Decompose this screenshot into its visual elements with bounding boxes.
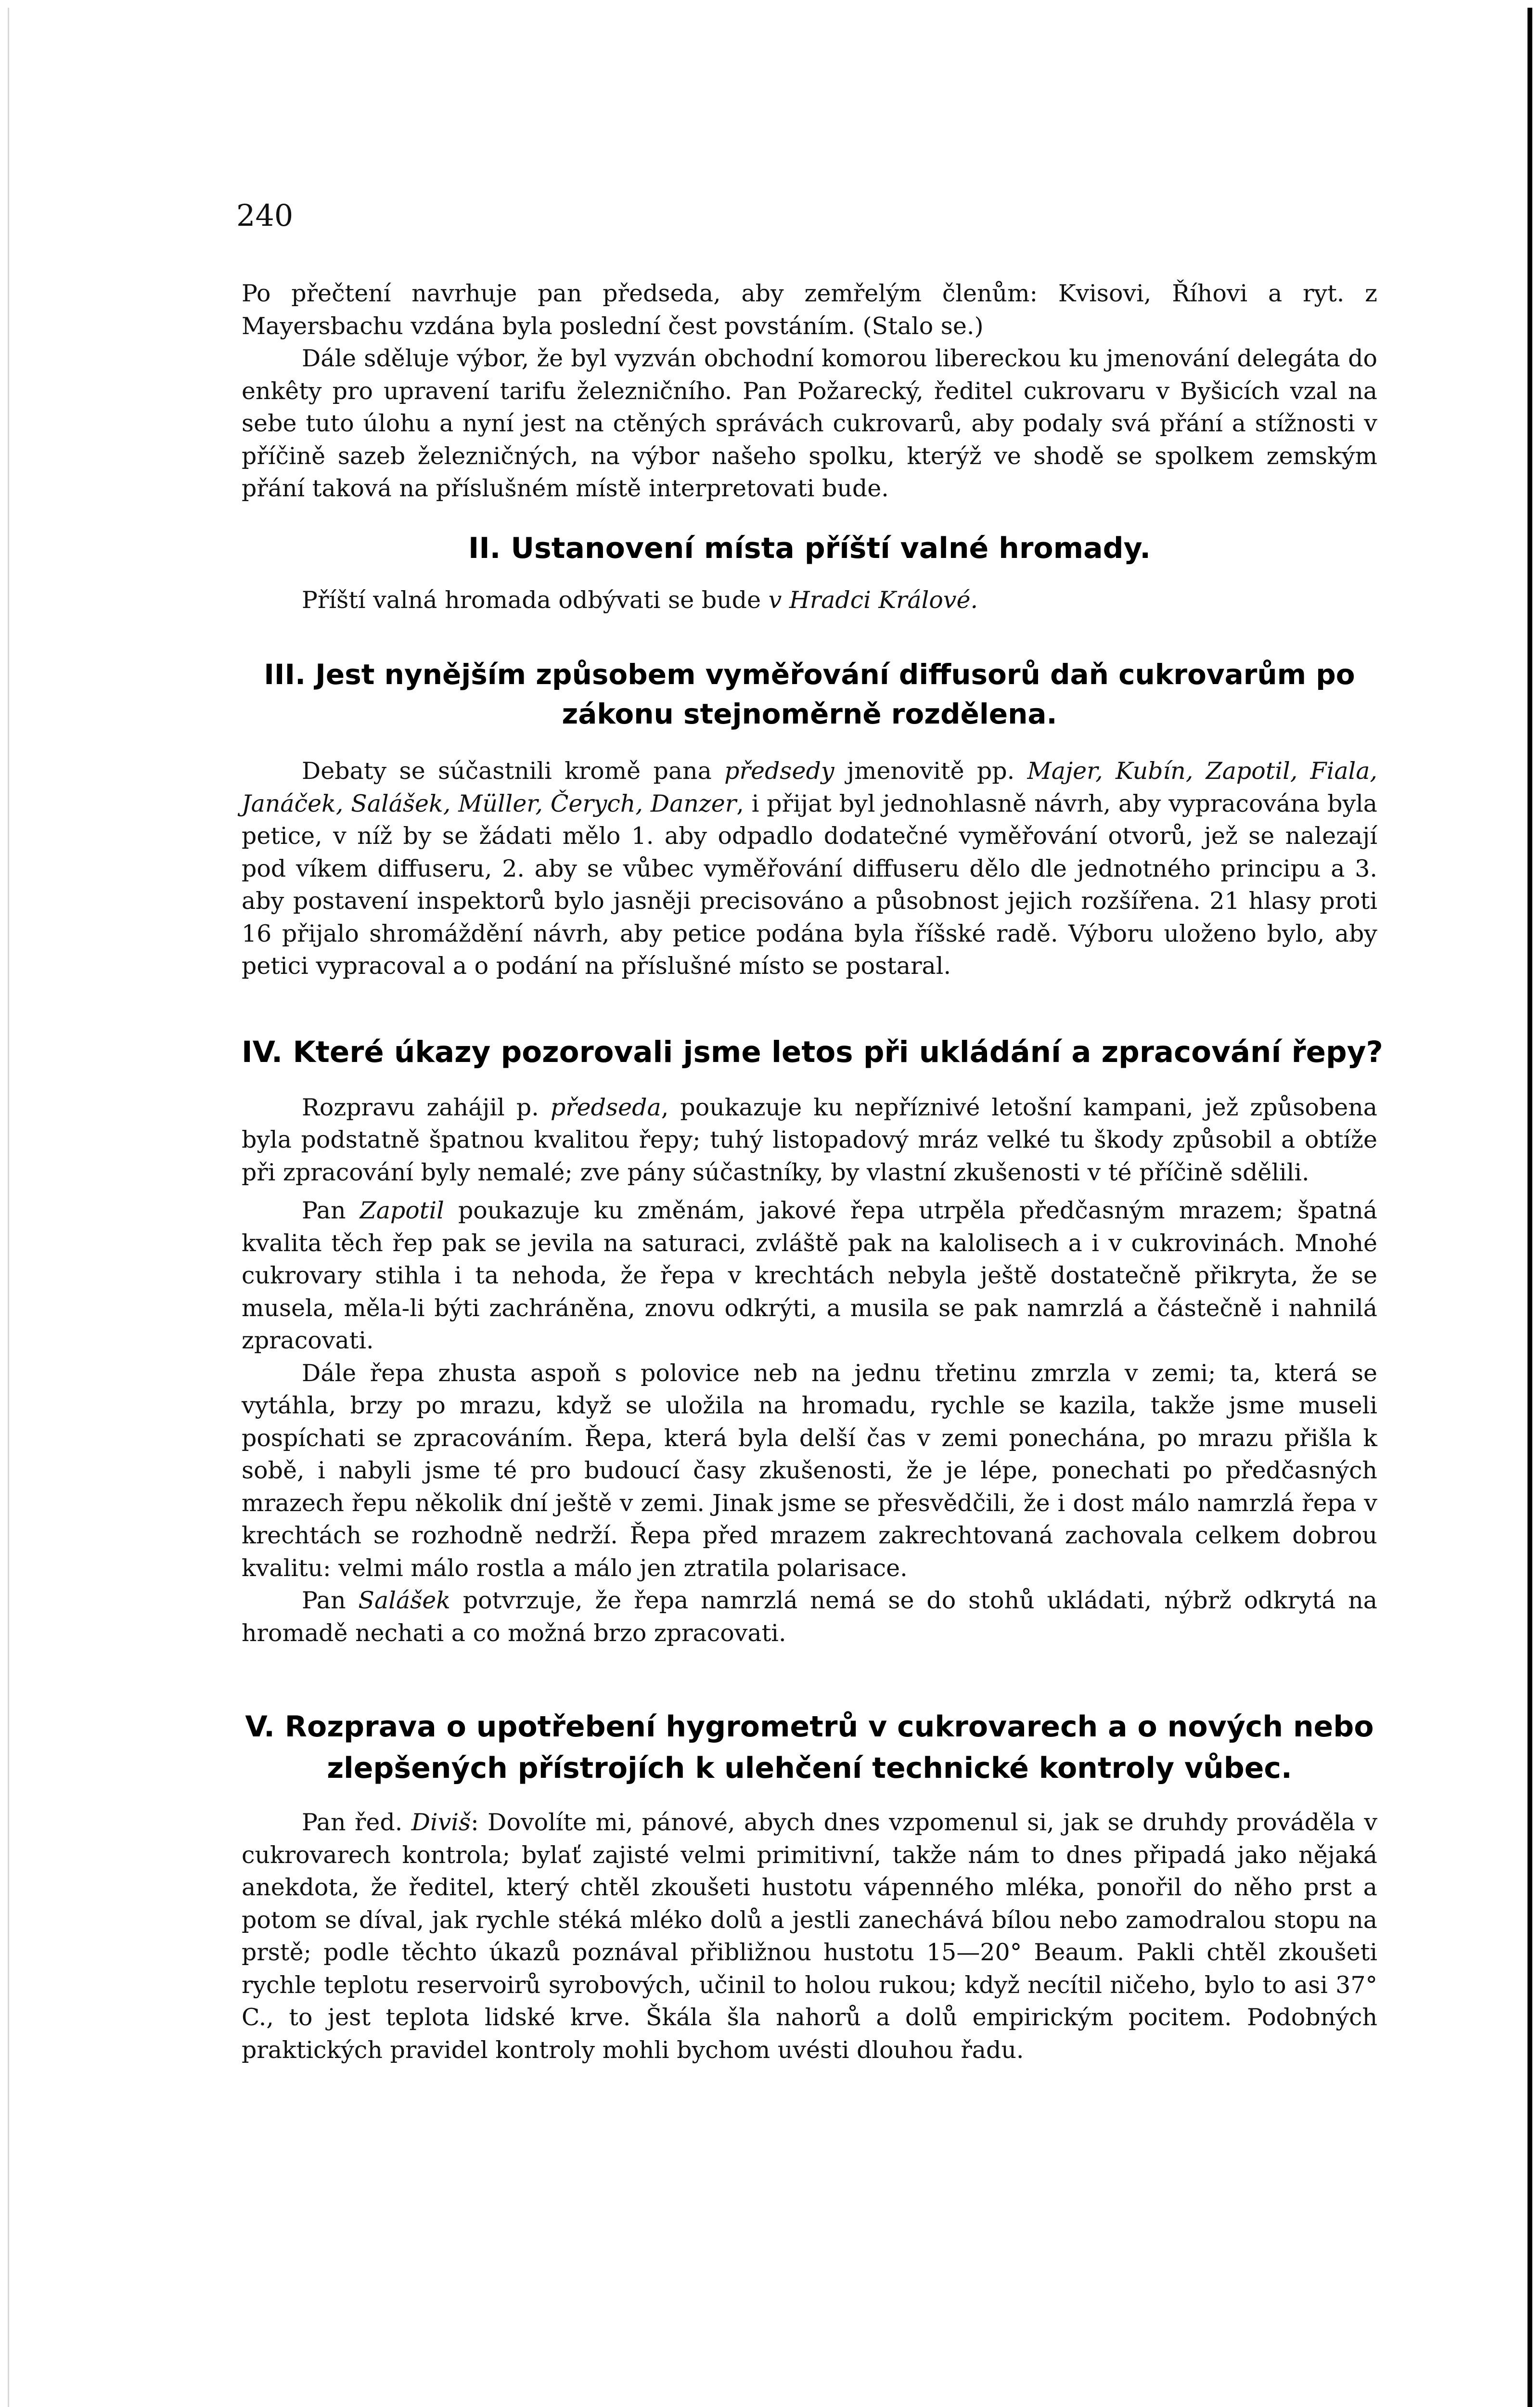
section-iv-p1-b: , poukazuje ku nepříznivé letošní kampani, jež způsobena byla podstatně špatnou kvalitou řepy; tuhý listopadový mráz velké tu škody způsobil a obtíže při zpracování byly nemalé; zve pány súčastníky, by vlastní zkušenosti v té příčině sdělili. [242, 1093, 1378, 1186]
page-body [242, 277, 1383, 2066]
section-iv-p3: Dále řepa zhusta aspoň s polovice neb na jednu třetinu zmrzla v zemi; ta, která se vytáhla, brzy po mrazu, když se uložila na hromadu, rychle se kazila, takže jsme museli pospíchati se zpracováním. Řepa, která byla delší čas v zemi ponechána, po mrazu přišla k sobě, i nabyli jsme té pro budoucí časy zkušenosti, že je lépe, ponechati po předčasných mrazech řepu několik dní ještě v zemi. Jinak jsme se přesvědčili, že i dost málo namrzlá řepa v krechtách se rozhodně nedrží. Řepa před mrazem zakrechtovaná zachovala celkem dobrou kvalitu: velmi málo rostla a málo jen ztratila polarisace. [242, 1359, 1377, 1582]
section-iv-p2-b: poukazuje ku změnám, jakové řepa utrpěla předčasným mrazem; špatná kvalita těch řep pak se jevila na saturaci, zvláště pak na kalolisech a i v cukrovinách. Mnohé cukrovary stihla i ta nehoda, že řepa v krechtách nebyla ještě dostatečně přikryta, že se musela, měla-li býti zachráněna, znovu odkrýti, a musila se pak namrzlá a částečně i nahnilá zpracovati. [242, 1197, 1377, 1354]
section-v-heading: V. Rozprava o upotřebení hygrometrů v cukrovarech a o nových nebo zlepšených přístrojích k ulehčení technické kontroly vůbec. [245, 1710, 1374, 1785]
section-iii-end: , i přijat byl jednohlasně návrh, aby vypracována byla petice, v níž by se žádati mělo 1. aby odpadlo dodatečné vyměřování otvorů, jež se nalezají pod víkem diffuseru, 2. aby se vůbec vyměřování diffuseru dělo dle jednotného principu a 3. aby postavení inspektorů bylo jasněji precisováno a působnost jejich rozšířena. 21 hlasy proti 16 přijalo shromáždění návrh, aby petice podána byla říšské radě. Výboru uloženo bylo, aby petici vypracoval a o podání na příslušné místo se postaral. [242, 789, 1378, 980]
section-ii-heading: II. Ustanovení místa příští valné hromady. [468, 531, 1151, 565]
section-iv-p4-name: Salášek [358, 1587, 450, 1614]
section-ii-place: v Hradci Králové. [768, 586, 978, 614]
section-iv-p1 [242, 1091, 1377, 1189]
section-iv-p2-a: Pan [302, 1197, 360, 1224]
section-v-p1 [242, 1806, 1377, 2066]
section-iii-heading: III. Jest nynějším způsobem vyměřování diffusorů daň cukrovarům po zákonu stejnoměrně rozdělena. [264, 658, 1355, 730]
section-v-p1-b: : Dovolíte mi, pánové, abych dnes vzpomenul si, jak se druhdy prováděla v cukrovarech kontrola; bylať zajisté velmi primitivní, takže nám to dnes připadá jako nějaká anekdota, že ředitel, který chtěl zkoušeti hustotu vápenného mléka, ponořil do něho prst a potom se díval, jak rychle stéká mléko dolů a jestli zanechává bílou nebo zamodralou stopu na prstě; podle těchto úkazů poznával přibližnou hustotu 15—20° Beaum. Pakli chtěl zkoušeti rychle teplotu reservoirů syrobových, učinil to holou rukou; když necítil ničeho, bylo to asi 37° C., to jest teplota lidské krve. Škála šla nahorů a dolů empirickým pocitem. Podobných praktických pravidel kontroly mohli bychom uvésti dlouhou řadu. [242, 1809, 1377, 2064]
section-iii-names: Majer, Kubín, Zapotil, Fiala, Janáček, Salášek, Müller, Čerych, Danzer [242, 757, 1378, 817]
section-iii-predseda: předsedy [724, 757, 834, 785]
section-iii-start: Debaty se súčastnili kromě pana [302, 757, 725, 785]
section-iv-p4 [242, 1584, 1377, 1649]
section-iii-text [242, 755, 1377, 983]
section-iv-heading: IV. Které úkazy pozorovali jsme letos při ukládání a zpracování řepy? [242, 1035, 1383, 1069]
section-iv-p4-b: potvrzuje, že řepa namrzlá nemá se do stohů ukládati, nýbrž odkrytá na hromadě nechati a co možná brzo zpracovati. [242, 1587, 1377, 1647]
section-iv-p1-name: předseda [550, 1093, 661, 1121]
section-iv-p2-name: Zapotil [359, 1197, 444, 1224]
page-number: 240 [236, 198, 294, 233]
paragraph-condolence: Po přečtení navrhuje pan předseda, aby zemřelým členům: Kvisovi, Říhovi a ryt. z Mayersbachu vzdána byla poslední čest povstáním. (Stalo se.) [242, 280, 1377, 340]
paragraph-delegate: Dále sděluje výbor, že byl vyzván obchodní komorou libereckou ku jmenování delegáta do enkêty pro upravení tarifu železničního. Pan Požarecký, ředitel cukrovaru v Byšicích vzal na sebe tuto úlohu a nyní jest na ctěných správách cukrovarů, aby podaly svá přání a stížnosti v příčině sazeb železničných, na výbor našeho spolku, kterýž ve shodě se spolkem zemským přání taková na příslušném místě interpretovati bude. [242, 345, 1377, 502]
section-v-p1-a: Pan řed. [302, 1809, 411, 1836]
section-ii-text [242, 584, 1377, 617]
scanned-page [8, 8, 1532, 2407]
section-ii-text-prefix: Příští valná hromada odbývati se bude [302, 586, 769, 614]
section-iv-p2 [242, 1194, 1377, 1357]
section-iii-mid: jmenovitě pp. [834, 757, 1027, 785]
section-iv-p1-a: Rozpravu zahájil p. [302, 1093, 551, 1121]
section-v-p1-name: Diviš [411, 1809, 471, 1836]
section-iv-p4-a: Pan [302, 1587, 359, 1614]
